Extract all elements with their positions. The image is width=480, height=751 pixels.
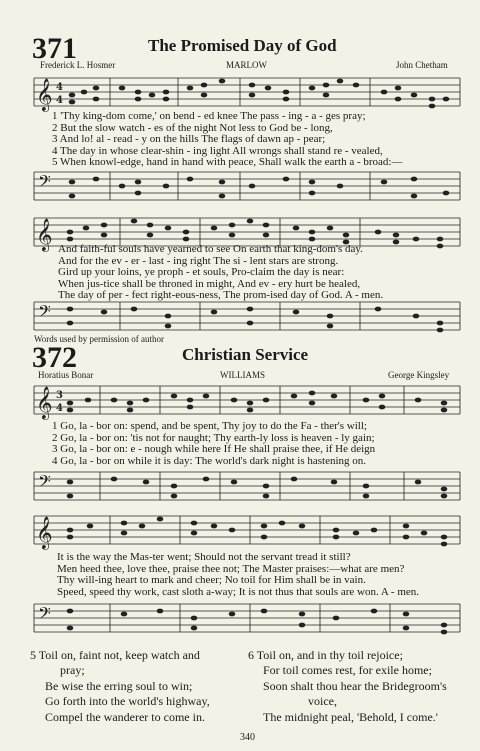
bass-clef-icon: 𝄢 <box>38 603 51 627</box>
lyric-line: 2 Go, la - bor on: 'tis not for naught; Thy earth-ly loss is heaven - ly gain; <box>52 431 375 444</box>
lyric-line: And for the ev - er - last - ing right The si - lent stars are strong. <box>58 254 339 267</box>
lyric-line: 3 And lo! al - read - y on the hills The flags of dawn ap - pear; <box>52 133 326 146</box>
lyrics-block-b <box>58 244 383 302</box>
lyrics-block-a <box>52 111 402 169</box>
verse-line: 6 Toil on, and in thy toil rejoice; <box>248 648 403 662</box>
lyrics-block-d <box>57 552 419 598</box>
lyric-line: 5 When knowl-edge, hand in hand with peace, Shall walk the earth a - broad:— <box>52 156 403 169</box>
tune-name: MARLOW <box>226 60 267 70</box>
bass-clef-icon: 𝄢 <box>38 301 51 325</box>
verse-line: voice, <box>308 694 337 709</box>
permission-note: Words used by permission of author <box>34 334 165 344</box>
treble-clef-icon: 𝄞 <box>36 78 53 111</box>
page-number: 340 <box>240 732 255 743</box>
verse-line: The midnight peal, 'Behold, I come.' <box>263 709 438 724</box>
treble-clef-icon: 𝄞 <box>36 386 53 419</box>
lyric-line: The day of per - fect right-eous-ness, The prom-ised day of God. A - men. <box>58 289 384 302</box>
lyric-line: It is the way the Mas-ter went; Should not the servant tread it still? <box>57 551 351 563</box>
lyric-line: Thy will-ing heart to mark and cheer; No toil for Him shall be in vain. <box>57 574 366 587</box>
music-staff-bass <box>0 466 480 510</box>
verse-6 <box>248 648 447 725</box>
verse-line: Soon shalt thou hear the Bridegroom's <box>263 678 447 693</box>
tune-name: WILLIAMS <box>220 370 265 380</box>
svg-text:4: 4 <box>56 403 63 414</box>
verse-line: Be wise the erring soul to win; <box>45 678 193 693</box>
hymn-title: Christian Service <box>182 345 309 364</box>
verse-line: Compel the wanderer to come in. <box>45 709 205 724</box>
lyric-line: 3 Go, la - bor on: e - nough while here If He shall praise thee, if He deign <box>52 443 376 456</box>
verse-line: 5 Toil on, faint not, keep watch and <box>30 648 200 662</box>
svg-text:4: 4 <box>56 82 63 93</box>
lyric-line: Gird up your loins, ye proph - et souls, Pro-claim the day is near: <box>58 266 345 279</box>
hymn-number: 372 <box>32 341 77 374</box>
verse-5 <box>30 648 210 725</box>
verse-line: pray; <box>60 663 85 678</box>
bass-clef-icon: 𝄢 <box>38 171 51 195</box>
lyric-line: When jus-tice shall be throned in might, And ev - ery hurt be healed, <box>58 277 361 290</box>
verse-line: For toil comes rest, for exile home; <box>263 663 432 678</box>
verse-line: Go forth into the world's highway, <box>45 694 210 709</box>
lyric-line: And faith-ful souls have yearned to see On earth that king-dom's day. <box>58 243 363 255</box>
composer: George Kingsley <box>388 370 450 380</box>
hymn-number: 371 <box>32 32 77 65</box>
hymn-author: Frederick L. Hosmer <box>40 60 116 70</box>
svg-text:3: 3 <box>56 390 63 401</box>
lyric-line: 2 But the slow watch - es of the night Not less to God be - long, <box>52 121 333 134</box>
music-staff-bass <box>0 296 480 336</box>
hymn-author: Horatius Bonar <box>38 370 94 380</box>
lyric-line: 1 'Thy king-dom come,' on bend - ed knee The pass - ing - a - ges pray; <box>52 110 366 122</box>
hymn-title: The Promised Day of God <box>148 36 337 55</box>
music-staff-bass <box>0 166 480 212</box>
composer: John Chetham <box>396 60 448 70</box>
treble-clef-icon: 𝄞 <box>36 218 53 251</box>
music-staff-bass <box>0 598 480 640</box>
lyric-line: 4 The day in whose clear-shin - ing light All wrongs shall stand re - vealed, <box>52 144 383 157</box>
bass-clef-icon: 𝄢 <box>38 471 51 495</box>
music-staff-treble <box>0 378 480 424</box>
svg-text:4: 4 <box>56 95 63 106</box>
lyric-line: 4 Go, la - bor on while it is day: The world's dark night is hastening on. <box>52 454 367 467</box>
lyrics-block-c <box>52 421 375 467</box>
lyric-line: Speed, speed thy work, cast sloth a-way; It is not thus that souls are won. A - men. <box>57 585 420 598</box>
treble-clef-icon: 𝄞 <box>36 516 53 549</box>
lyric-line: 1 Go, la - bor on: spend, and be spent, Thy joy to do the Fa - ther's will; <box>52 420 367 432</box>
lyric-line: Men heed thee, love thee, praise thee not; The Master praises:—what are men? <box>57 562 405 575</box>
